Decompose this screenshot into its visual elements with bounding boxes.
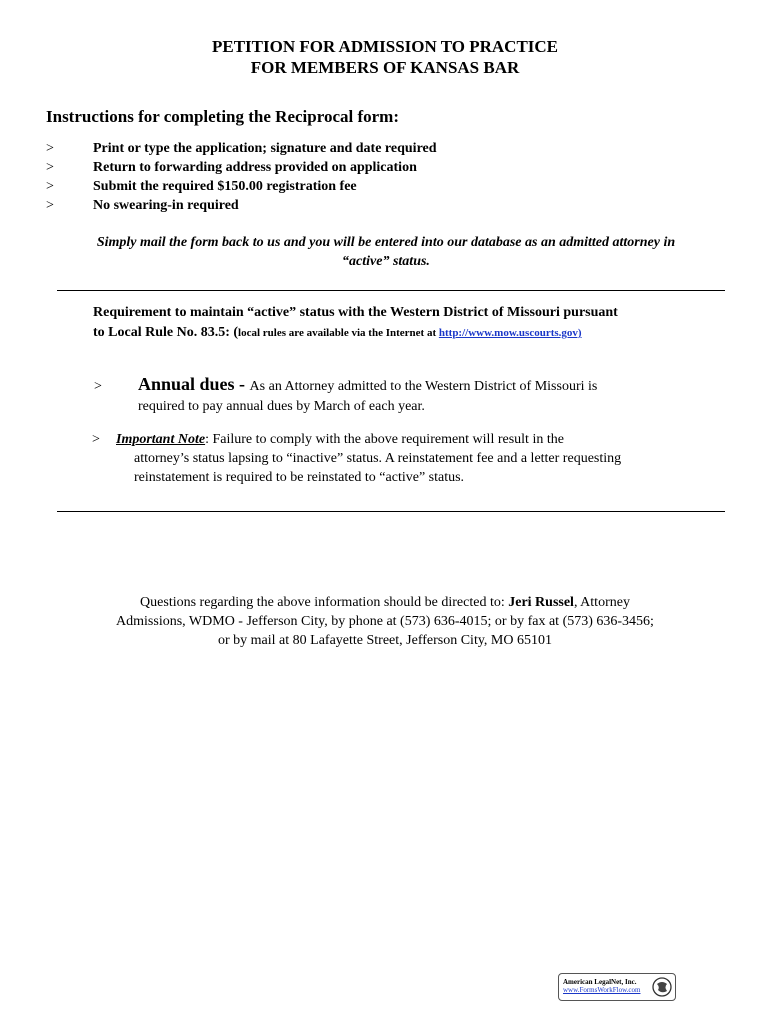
- page-title: [0, 36, 770, 78]
- list-item: [46, 179, 437, 198]
- contact-paragraph: [0, 593, 770, 650]
- list-item: [46, 160, 437, 179]
- important-note-label: Important Note: [116, 432, 206, 447]
- footer-badge: [558, 973, 676, 1001]
- important-note-line-3: reinstatement is required to be reinstated to “active” status.: [134, 470, 465, 485]
- local-rules-link[interactable]: http://www.mow.uscourts.gov): [438, 327, 582, 339]
- bullet-mark: >: [46, 198, 54, 213]
- important-note-text-1: : Failure to comply with the above requirement will result in the: [205, 432, 564, 447]
- contact-prefix: Questions regarding the above information should be directed to:: [140, 595, 509, 610]
- important-note-item: [92, 430, 692, 487]
- requirement-line-1: Requirement to maintain “active” status with the Western District of Missouri pursuant: [93, 305, 618, 320]
- globe-logo-icon: [652, 977, 672, 997]
- mail-note-line-1: Simply mail the form back to us and you will be entered into our database as an admitted attorney in: [96, 235, 676, 250]
- list-item-text: No swearing-in required: [93, 198, 239, 213]
- contact-line-1: [0, 593, 770, 612]
- requirement-paragraph: [93, 303, 703, 343]
- bullet-mark: >: [46, 141, 54, 156]
- important-note-line-2: attorney’s status lapsing to “inactive” status. A reinstatement fee and a letter requesting: [134, 451, 622, 466]
- mail-note: [46, 233, 726, 271]
- divider-bottom: [57, 511, 725, 512]
- bullet-mark: >: [94, 379, 102, 394]
- bullet-mark: >: [46, 179, 54, 194]
- title-line-2: FOR MEMBERS OF KANSAS BAR: [250, 58, 520, 77]
- title-line-1: PETITION FOR ADMISSION TO PRACTICE: [211, 37, 559, 56]
- requirement-prefix: to Local Rule No. 83.5: (: [93, 325, 239, 340]
- annual-dues-item: [94, 374, 674, 417]
- contact-name: Jeri Russel: [508, 595, 574, 610]
- requirement-line-2: [93, 323, 703, 343]
- contact-line-3: or by mail at 80 Lafayette Street, Jefferson City, MO 65101: [218, 633, 552, 648]
- instructions-list: [46, 141, 437, 217]
- list-item-text: Submit the required $150.00 registration fee: [93, 179, 357, 194]
- mail-note-line-2: “active” status.: [342, 254, 430, 269]
- divider-top: [57, 290, 725, 291]
- bullet-mark: >: [92, 432, 100, 447]
- list-item: [46, 198, 437, 217]
- annual-dues-body: [138, 374, 674, 417]
- bullet-mark: >: [46, 160, 54, 175]
- requirement-small-text: local rules are available via the Internet at: [238, 327, 439, 339]
- contact-after-name: , Attorney: [573, 595, 630, 610]
- footer-url-link[interactable]: www.FormsWorkFlow.com: [563, 986, 641, 994]
- contact-line-2: Admissions, WDMO - Jefferson City, by phone at (573) 636-4015; or by fax at (573) 636-3456;: [116, 614, 654, 629]
- annual-dues-label: Annual dues -: [138, 374, 250, 394]
- annual-dues-text-1: As an Attorney admitted to the Western District of Missouri is: [249, 379, 598, 394]
- important-note-line-1: [116, 430, 692, 449]
- footer-company: American LegalNet, Inc.: [563, 978, 637, 986]
- annual-dues-text-2: required to pay annual dues by March of each year.: [138, 399, 425, 414]
- list-item: [46, 141, 437, 160]
- instructions-heading: Instructions for completing the Reciprocal form:: [46, 107, 400, 126]
- list-item-text: Return to forwarding address provided on application: [93, 160, 417, 175]
- list-item-text: Print or type the application; signature and date required: [93, 141, 437, 156]
